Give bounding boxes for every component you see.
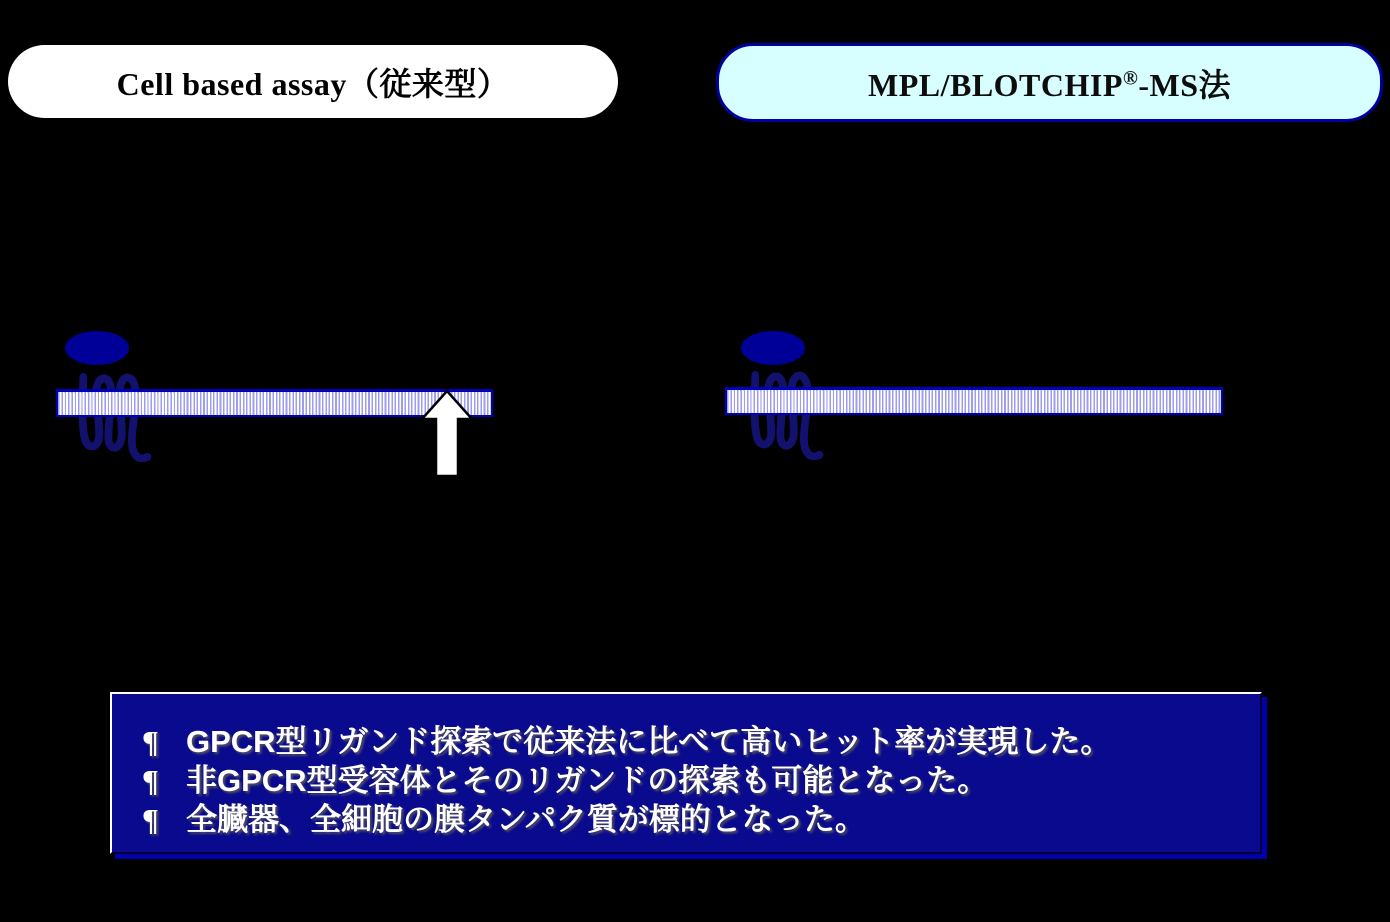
note-line xyxy=(132,794,1240,837)
pilcrow-bullet: ¶ xyxy=(142,802,159,837)
pilcrow-bullet: ¶ xyxy=(142,724,159,759)
method-pill-label xyxy=(868,60,1231,106)
ligand-oval-icon xyxy=(741,331,805,365)
cell-membrane-bar xyxy=(725,387,1223,415)
up-arrow-icon xyxy=(418,388,476,479)
note-text: GPCR型リガンド探索で従来法に比べて高いヒット率が実現した。 xyxy=(186,724,1112,759)
method-pill-label-suffix: -MS法 xyxy=(1138,66,1232,103)
registered-trademark-symbol: ® xyxy=(1122,66,1139,89)
ligand-oval-icon xyxy=(65,331,129,365)
method-pill-label-prefix: MPL/BLOTCHIP xyxy=(867,66,1123,103)
note-text: 非GPCR型受容体とそのリガンドの探索も可能となった。 xyxy=(186,763,989,798)
results-notes-box xyxy=(110,692,1262,854)
method-pill-label: Cell based assay（従来型） xyxy=(116,65,510,102)
note-line xyxy=(132,716,1240,759)
note-text: 全臓器、全細胞の膜タンパク質が標的となった。 xyxy=(186,802,866,837)
method-pill-cell-based-assay xyxy=(8,45,618,118)
pilcrow-bullet: ¶ xyxy=(142,763,159,798)
method-pill-mpl-blotchip-ms xyxy=(716,43,1383,122)
